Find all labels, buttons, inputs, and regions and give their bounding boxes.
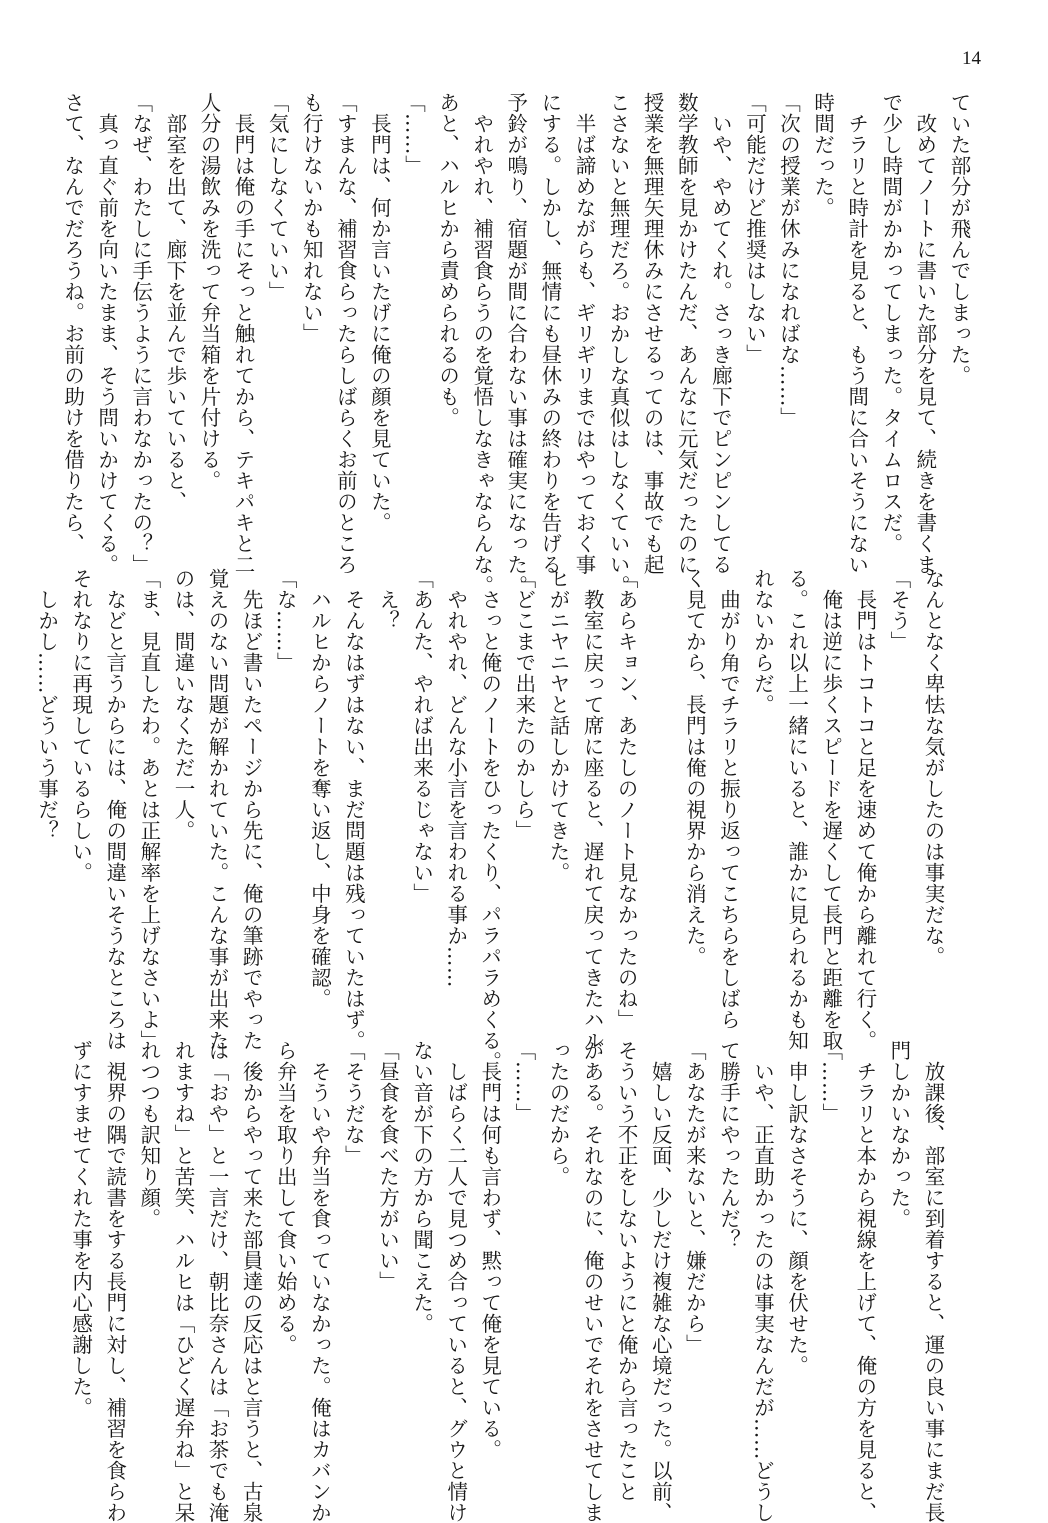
text-line: ら弁当を取り出して食い始める。 (273, 1040, 298, 1355)
text-line: にする。しかし、無情にも昼休みの終わりを告げる (537, 92, 562, 575)
text-column-top (60, 92, 976, 596)
text-line: 「どこまで出来たのかしら」 (511, 568, 536, 841)
text-line: そういう不正をしないようにと俺から言ったこと (614, 1040, 639, 1502)
text-line: 放課後、部室に到着すると、運の良い事にまだ長 (921, 1040, 945, 1523)
text-line: 門しかいなかった。 (886, 1040, 911, 1229)
text-line: 「……」 (401, 92, 426, 176)
text-line: 半ば諦めながらも、ギリギリまではやっておく事 (571, 92, 596, 575)
text-line: 「あらキョン、あたしのノート見なかったのね」 (614, 568, 639, 1030)
text-line: 「気にしなくていい」 (265, 92, 290, 302)
text-column-middle (34, 568, 950, 1072)
text-line: やれやれ、補習食らうのを覚悟しなきゃならんな。 (469, 92, 494, 596)
text-line: 覚えのない問題が解かれていた。こんな事が出来た (205, 568, 230, 1051)
text-line: こさないと無理だろ。おかしな真似はしなくていい。 (606, 92, 631, 596)
text-column-bottom (68, 1040, 950, 1523)
text-line: 「あんた、やれば出来るじゃない」 (409, 568, 434, 904)
text-line: さっと俺のノートをひったくり、パラパラめくる。 (477, 568, 502, 1072)
text-line: 部室を出て、廊下を並んで歩いていると、 (162, 92, 187, 512)
text-line: ヒがニヤニヤと話しかけてきた。 (545, 568, 570, 883)
text-line: 真っ直ぐ前を向いたまま、そう問いかけてくる。 (94, 92, 119, 575)
text-line: 「次の授業が休みになればな……」 (776, 92, 801, 428)
text-line: チラリと時計を見ると、もう間に合いそうにない (844, 92, 869, 575)
blank-line (643, 568, 677, 1008)
text-line: は「おや」と一言だけ、朝比奈さんは「お茶でも淹 (205, 1040, 230, 1523)
text-line: 人分の湯飲みを洗って弁当箱を片付ける。 (196, 92, 221, 491)
text-line: ハルヒからノートを奪い返し、中身を確認。 (307, 568, 332, 1009)
text-line: 長門は俺の手にそっと触れてから、テキパキと二 (231, 92, 256, 575)
text-line: なんとなく卑怯な気がしたのは事実だな。 (921, 568, 945, 967)
text-line: 教室に戻って席に座ると、遅れて戻ってきたハル (580, 568, 605, 1051)
text-line: いや、正直助かったのは事実なんだが……どうし (750, 1040, 775, 1523)
text-line: そんなはずはない、まだ問題は残っていたはず。 (341, 568, 366, 1051)
text-line: いや、やめてくれ。さっき廊下でピンピンしてる (708, 92, 733, 575)
text-line: 先ほど書いたページから先に、俺の筆跡でやった (239, 568, 264, 1051)
text-line: ったのだから。 (545, 1040, 570, 1187)
text-line: 「昼食を食べた方がいい」 (375, 1040, 400, 1292)
text-line: 申し訳なさそうに、顔を伏せた。 (784, 1040, 809, 1376)
text-line: 時間だった。 (810, 92, 835, 218)
text-line: あと、ハルヒから責められるのも。 (435, 92, 460, 428)
text-line: 俺は逆に歩くスピードを遅くして長門と距離を取 (818, 568, 843, 1051)
text-line: さて、なんでだろうね。お前の助けを借りたら、 (60, 92, 85, 554)
text-line: え？ (375, 568, 400, 631)
text-line: 長門は何も言わず、黙って俺を見ている。 (477, 1040, 502, 1460)
text-line: そういや弁当を食っていなかった。俺はカバンか (307, 1040, 332, 1523)
text-line: やれやれ、どんな小言を言われる事か…… (443, 568, 468, 988)
text-line: しばらく二人で見つめ合っていると、グウと情け (443, 1040, 468, 1523)
text-line: 「な……」 (273, 568, 298, 673)
text-line: で少し時間がかかってしまった。タイムロスだ。 (878, 92, 903, 554)
text-line: のは、間違いなくただ一人。 (170, 568, 195, 841)
text-line: などと言うからには、俺の間違いそうなところは (102, 568, 127, 1051)
text-line: 改めてノートに書いた部分を見て、続きを書くま (912, 92, 937, 575)
text-line: 長門は、何か言いたげに俺の顔を見ていた。 (367, 92, 392, 533)
text-line: 「そう」 (886, 568, 911, 652)
text-line: れないからだ。 (750, 568, 775, 715)
text-line: れますね」と苦笑、ハルヒは「ひどく遅弁ね」と呆 (170, 1040, 195, 1523)
text-line: ない音が下の方から聞こえた。 (409, 1040, 434, 1334)
text-line: く見てから、長門は俺の視界から消えた。 (682, 568, 707, 967)
text-line: 「そうだな」 (341, 1040, 366, 1166)
text-line: れつつも訳知り顔。 (136, 1040, 161, 1229)
text-line: 「……」 (818, 1040, 843, 1124)
text-line: 曲がり角でチラリと振り返ってこちらをしばら (716, 568, 741, 1030)
text-line: て勝手にやったんだ？ (716, 1040, 741, 1250)
text-line: しかし……どういう事だ？ (34, 568, 59, 841)
text-line: 「すまんな、補習食らったらしばらくお前のところ (333, 92, 358, 575)
text-line: 授業を無理矢理休みにさせるってのは、事故でも起 (640, 92, 665, 575)
text-line: チラリと本から視線を上げて、俺の方を見ると、 (852, 1040, 877, 1523)
text-line: がある。それなのに、俺のせいでそれをさせてしま (580, 1040, 605, 1523)
text-line: 「……」 (511, 1040, 536, 1124)
text-line: も行けないかも知れない」 (299, 92, 324, 344)
text-line: 視界の隅で読書をする長門に対し、補習を食らわ (102, 1040, 127, 1523)
text-line: 「なぜ、わたしに手伝うように言わなかったの？」 (128, 92, 153, 575)
text-line: ずにすませてくれた事を内心感謝した。 (68, 1040, 93, 1418)
text-line: それなりに再現しているらしい。 (68, 568, 93, 883)
text-line: 予鈴が鳴り、宿題が間に合わない事は確実になった。 (503, 92, 528, 596)
text-line: 「可能だけど推奨はしない」 (742, 92, 767, 365)
text-line: 後からやって来た部員達の反応はと言うと、古泉 (239, 1040, 264, 1523)
text-line: 嬉しい反面、少しだけ複雑な心境だった。以前、 (648, 1040, 673, 1523)
text-line: 長門はトコトコと足を速めて俺から離れて行く。 (852, 568, 877, 1051)
text-line: ていた部分が飛んでしまった。 (947, 92, 971, 386)
text-line: 「あなたが来ないと、嫌だから」 (682, 1040, 707, 1355)
text-line: 数学教師を見かけたんだ、あんなに元気だったのに (674, 92, 699, 575)
page-number: 14 (962, 48, 981, 69)
text-line: 「ま、見直したわ。あとは正解率を上げなさいよ」 (136, 568, 161, 1051)
text-line: る。これ以上一緒にいると、誰かに見られるかも知 (784, 568, 809, 1051)
